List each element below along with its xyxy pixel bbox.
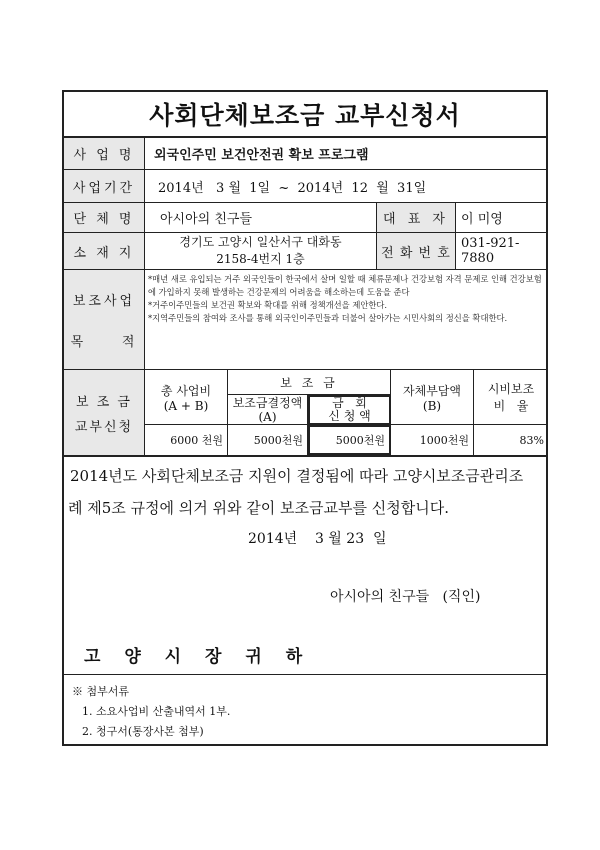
signer: 아시아의 친구들 (직인) bbox=[330, 589, 481, 605]
subsidy-header: 보 조 금 bbox=[228, 370, 391, 395]
phone-value: 031-921-7880 bbox=[461, 236, 520, 266]
total-value: 6000 천원 bbox=[145, 425, 228, 455]
total-header-formula: (A + B) bbox=[163, 398, 209, 413]
total-header-label: 총 사업비 bbox=[160, 383, 212, 398]
decided-value: 5000천원 bbox=[228, 425, 308, 455]
attachments bbox=[64, 674, 546, 749]
ratio-header-line2: 비 율 bbox=[493, 399, 529, 413]
project-name-value: 외국인주민 보건안전권 확보 프로그램 bbox=[154, 148, 369, 163]
address-value bbox=[145, 233, 376, 269]
period-value: 2014년 3 월 1일 ~ 2014년 12 월 31일 bbox=[158, 180, 427, 196]
request-header-line2: 신 청 액 bbox=[328, 409, 371, 423]
statement-line2: 례 제5조 규정에 의거 위와 같이 보조금교부를 신청합니다. bbox=[68, 499, 449, 517]
request-value: 5000천원 bbox=[308, 425, 391, 455]
application-date: 2014년 3 월 23 일 bbox=[248, 531, 387, 547]
total-header bbox=[145, 370, 228, 425]
org-value: 아시아의 친구들 bbox=[160, 212, 253, 227]
form-title: 사회단체보조금 교부신청서 bbox=[64, 92, 546, 138]
row-project-name bbox=[64, 138, 546, 170]
row-purpose bbox=[64, 270, 546, 370]
self-header-label: 자체부담액 bbox=[403, 383, 461, 398]
statement-line1: 2014년도 사회단체보조금 지원이 결정됨에 따라 고양시보조금관리조 bbox=[70, 467, 524, 485]
self-value: 1000천원 bbox=[391, 425, 474, 455]
ratio-header-line1: 시비보조 bbox=[487, 382, 535, 396]
period-label: 사업기간 bbox=[64, 170, 145, 202]
grant-label-line1: 보 조 금 bbox=[76, 394, 132, 410]
decided-header bbox=[228, 395, 308, 425]
attachment-item: 2. 청구서(통장사본 첨부) bbox=[82, 725, 204, 738]
request-header bbox=[308, 395, 391, 425]
request-header-line1: 금 회 bbox=[332, 396, 367, 410]
decided-header-code: (A) bbox=[258, 409, 277, 424]
row-period bbox=[64, 170, 546, 203]
representative-value: 이 미영 bbox=[461, 212, 503, 227]
org-label: 단 체 명 bbox=[64, 203, 145, 232]
grant-label-line2: 교부신청 bbox=[74, 419, 134, 435]
application-form bbox=[62, 90, 548, 746]
representative-label: 대 표 자 bbox=[376, 203, 456, 232]
grant-label bbox=[64, 370, 145, 455]
project-name-label: 사 업 명 bbox=[64, 138, 145, 169]
purpose-label bbox=[64, 270, 145, 369]
decided-header-label: 보조금결정액 bbox=[232, 395, 303, 410]
self-header bbox=[391, 370, 474, 425]
purpose-label-line2: 목 적 bbox=[70, 334, 138, 350]
address-line2: 2158-4번지 1층 bbox=[216, 252, 305, 266]
attachment-item: 1. 소요사업비 산출내역서 1부. bbox=[82, 705, 231, 718]
recipient: 고 양 시 장 귀 하 bbox=[84, 647, 312, 667]
purpose-text: *매년 새로 유입되는 거주 외국인들이 한국에서 살며 일할 때 체류문제나 건강보험 자격 문제로 인해 건강보험에 가입하지 못해 발생하는 건강문제의 어려움을 해소하는데 도움을 준다 *거주이주민들의 보건권 확보와 확대를 위해 정책개선을 제안한다. *지역주민들의 참여와 조사를 통해 외국인이주민들과 더불어 살아가는 시민사회의 정신을 확대한다. bbox=[148, 274, 542, 323]
ratio-header bbox=[474, 370, 548, 425]
row-organization bbox=[64, 203, 546, 233]
row-grant bbox=[64, 370, 546, 457]
address-line1: 경기도 고양시 일산서구 대화동 bbox=[179, 235, 342, 249]
self-header-code: (B) bbox=[422, 398, 442, 413]
phone-label: 전 화 번 호 bbox=[376, 233, 456, 269]
ratio-value: 83% bbox=[519, 433, 544, 447]
attachments-header: ※ 첨부서류 bbox=[72, 685, 130, 698]
purpose-label-line1: 보조사업 bbox=[72, 293, 136, 309]
row-address bbox=[64, 233, 546, 270]
address-label: 소 재 지 bbox=[64, 233, 145, 269]
